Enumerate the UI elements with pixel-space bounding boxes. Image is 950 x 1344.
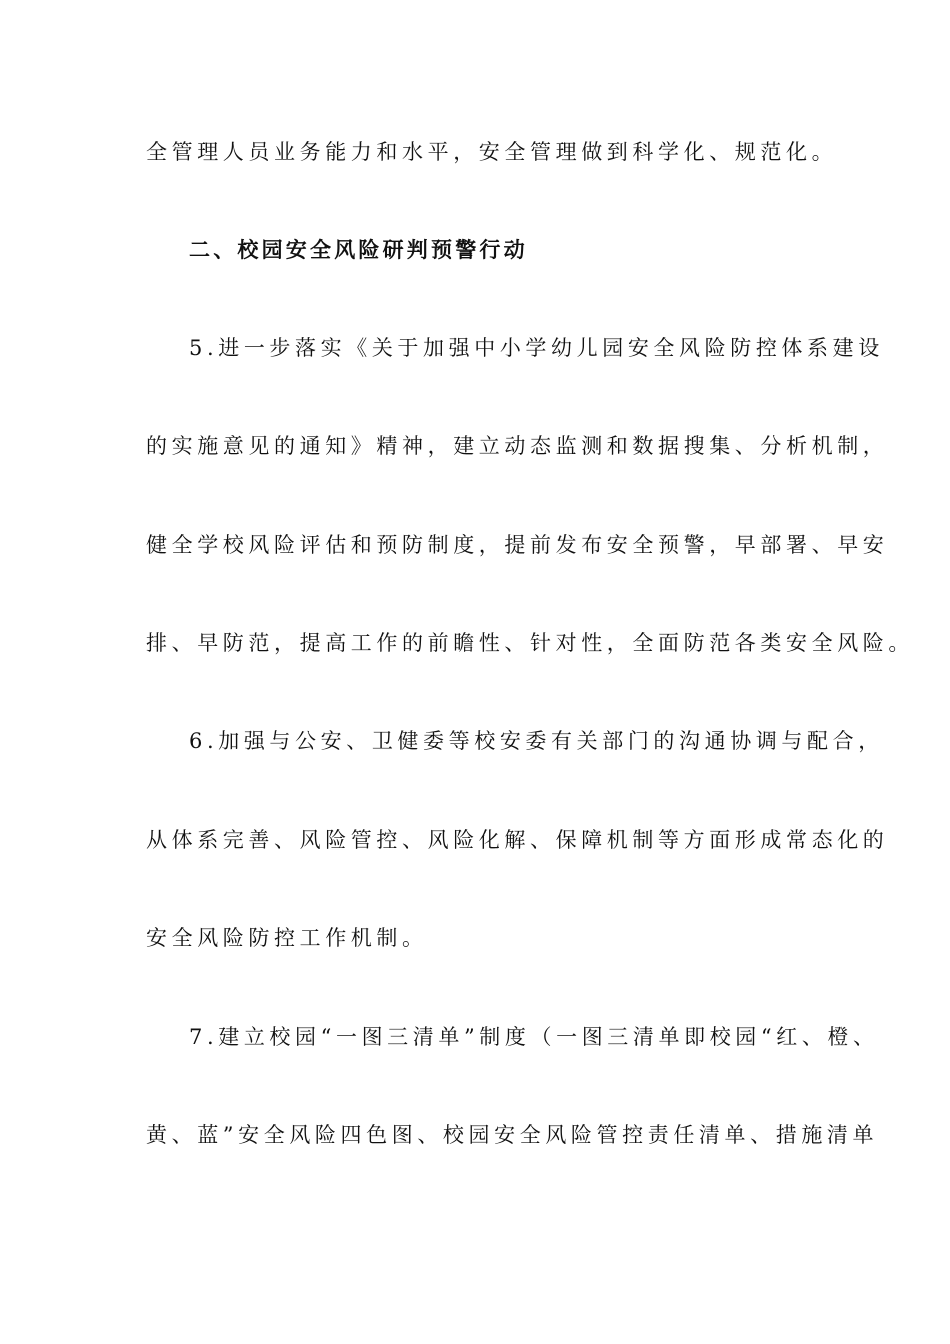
- paragraph-line: 黄、蓝”安全风险四色图、校园安全风险管控责任清单、措施清单: [146, 1123, 879, 1147]
- paragraph-line: 7.建立校园“一图三清单”制度（一图三清单即校园“红、橙、: [189, 1025, 879, 1049]
- paragraph-line: 从体系完善、风险管控、风险化解、保障机制等方面形成常态化的: [146, 828, 889, 852]
- paragraph-line: 健全学校风险评估和预防制度，提前发布安全预警，早部署、早安: [146, 533, 889, 557]
- paragraph-line: 安全风险防控工作机制。: [146, 926, 428, 950]
- section-heading: 二、校园安全风险研判预警行动: [189, 237, 528, 262]
- paragraph-line: 6.加强与公安、卫健委等校安委有关部门的沟通协调与配合，: [189, 729, 884, 753]
- paragraph-line: 全管理人员业务能力和水平，安全管理做到科学化、规范化。: [146, 140, 838, 164]
- paragraph-line: 的实施意见的通知》精神，建立动态监测和数据搜集、分析机制，: [146, 434, 889, 458]
- paragraph-line: 5.进一步落实《关于加强中小学幼儿园安全风险防控体系建设: [189, 336, 884, 360]
- paragraph-line: 排、早防范，提高工作的前瞻性、针对性，全面防范各类安全风险。: [146, 631, 914, 655]
